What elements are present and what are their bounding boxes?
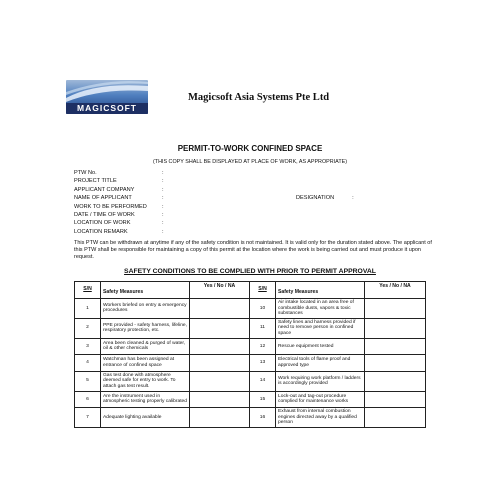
field-location-of-work [74,219,168,227]
safety-measure: Gas test done with atmosphere deemed safe for entry to work. To attach gas test result. [101,371,190,391]
row-sn: 14 [250,371,276,391]
yes-no-na-cell[interactable] [365,408,426,428]
document-title: PERMIT-TO-WORK CONFINED SPACE [177,144,323,153]
yes-no-na-cell[interactable] [190,338,250,355]
yes-no-na-cell[interactable] [190,299,250,319]
row-sn: 12 [250,338,276,355]
yes-no-na-cell[interactable] [190,318,250,338]
yes-no-na-cell[interactable] [190,355,250,372]
row-sn: 16 [250,408,276,428]
company-logo [66,80,148,114]
yes-no-na-cell[interactable] [365,338,426,355]
yes-no-na-cell[interactable] [190,371,250,391]
row-sn: 1 [75,299,101,319]
header-yes-no-na: Yes / No / NA [365,282,426,299]
designation-colon: : [352,195,354,202]
field-label: APPLICANT COMPANY [74,186,135,193]
safety-measure: Safety lines and harness provided if need to remove person in confined space [276,318,365,338]
field-colon: : [162,220,164,227]
header-safety-measures: Safety Measures [101,282,190,299]
permit-fields [74,169,354,236]
field-colon: : [162,195,164,202]
field-label: PTW No. [74,170,97,176]
document-subtitle: (THIS COPY SHALL BE DISPLAYED AT PLACE OF WORK, AS APPROPRIATE) [152,159,347,165]
field-colon: : [162,186,164,193]
field-colon: : [162,211,164,218]
header-sn: S/N [250,282,276,299]
safety-measure: Exhaust from internal combustion engines directed away by a qualified person [276,408,365,428]
company-name: Magicsoft Asia Systems Pte Ltd [188,92,330,103]
logo-wordmark: MAGICSOFT [66,103,148,114]
safety-measure: Rescue equipment tested [276,338,365,355]
header-yes-no-na: Yes / No / NA [190,282,250,299]
safety-section-title: SAFETY CONDITIONS TO BE COMPLIED WITH PRIOR TO PERMIT APPROVAL [124,268,376,275]
yes-no-na-cell[interactable] [365,318,426,338]
safety-measure: Watchman has been assigned at entrance of confined space [101,355,190,372]
yes-no-na-cell[interactable] [365,391,426,408]
yes-no-na-cell[interactable] [190,408,250,428]
row-sn: 11 [250,318,276,338]
safety-measure: Lock-out and tag-out procedure complied for maintenance works [276,391,365,408]
field-label: LOCATION OF WORK [74,220,131,227]
table-row [75,299,426,319]
row-sn: 4 [75,355,101,372]
row-sn: 6 [75,391,101,408]
safety-measure: Workers briefed on entry & emergency procedures [101,299,190,319]
safety-measure: Area been cleaned & purged of water, oil & other chemicals [101,338,190,355]
field-colon: : [162,178,164,185]
header-sn: S/N [75,282,101,299]
yes-no-na-cell[interactable] [190,391,250,408]
safety-measure: Air intake located in an area free of combustible dusts, vapors & toxic substances [276,299,365,319]
row-sn: 13 [250,355,276,372]
yes-no-na-cell[interactable] [365,355,426,372]
field-label: DATE / TIME OF WORK [74,211,135,218]
field-label: LOCATION REMARK [74,228,128,235]
field-colon: : [162,228,164,235]
table-row [75,355,426,372]
table-row [75,408,426,428]
field-label: PROJECT TITLE [74,178,117,185]
safety-measure: PPE provided - safety harness, lifeline, respiratory protection, etc. [101,318,190,338]
field-colon: : [162,170,164,176]
row-sn: 10 [250,299,276,319]
yes-no-na-cell[interactable] [365,371,426,391]
row-sn: 15 [250,391,276,408]
row-sn: 5 [75,371,101,391]
yes-no-na-cell[interactable] [365,299,426,319]
row-sn: 7 [75,408,101,428]
table-row [75,391,426,408]
field-project-title [74,177,168,185]
field-label: WORK TO BE PERFORMED [74,203,147,210]
safety-conditions-table [74,281,426,428]
field-ptw-no [74,169,168,177]
field-date-time-of-work [74,211,168,219]
table-row [75,371,426,391]
table-header-row [75,282,426,299]
validity-notice: This PTW can be withdrawn at anytime if any of the safety condition is not maintained. It is valid only for the duration stated above. The applicant of this PTW shall be responsible for maintaining a copy of this permit at the location where the work is being carried out and must produce it upon request. [74,240,432,261]
designation-label: DESIGNATION [296,195,335,202]
row-sn: 2 [75,318,101,338]
safety-measure: Electrical tools of flame proof and approved type [276,355,365,372]
row-sn: 3 [75,338,101,355]
field-label: NAME OF APPLICANT [74,195,132,202]
safety-measure: Work requiring work platform / ladders is accordingly provided [276,371,365,391]
safety-measure: Are the instrument used in atmospheric testing properly calibrated [101,391,190,408]
header-safety-measures: Safety Measures [276,282,365,299]
field-work-to-be-performed [74,203,168,211]
field-location-remark [74,228,168,236]
table-row [75,338,426,355]
field-name-of-applicant [74,194,354,202]
field-applicant-company [74,186,168,194]
field-designation [296,194,358,202]
table-row [75,318,426,338]
safety-measure: Adequate lighting available [101,408,190,428]
logo-swoosh-icon [66,80,148,104]
field-colon: : [162,203,164,210]
